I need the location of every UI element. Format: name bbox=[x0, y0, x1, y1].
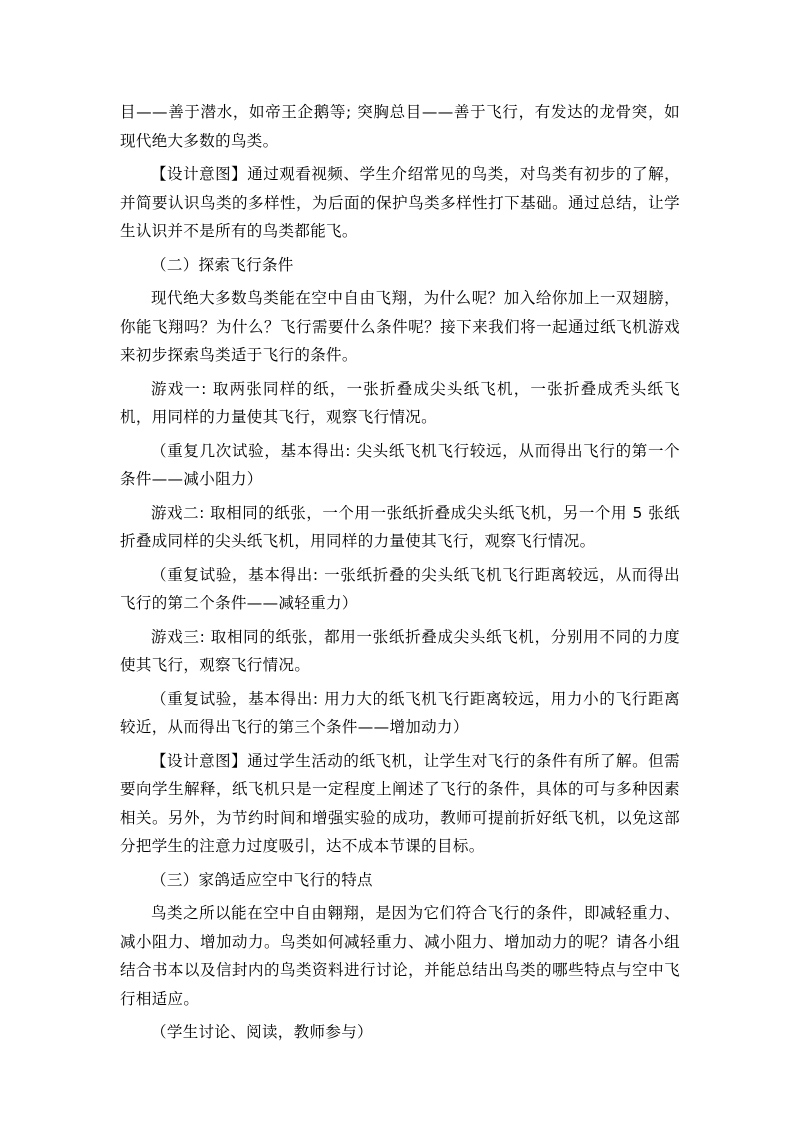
paragraph-student-activity: （学生讨论、阅读，教师参与） bbox=[151, 1023, 373, 1041]
paragraph-design-intent-1: 【设计意图】通过观看视频、学生介绍常见的鸟类，对鸟类有初步的了解，并简要认识鸟类的多样性，为后面的保护鸟类多样性打下基础。通过总结，让学生认识并不是所有的鸟类都能飞。 bbox=[120, 165, 680, 240]
paragraph-game-one: 游戏一: 取两张同样的纸，一张折叠成尖头纸飞机，一张折叠成秃头纸飞机，用同样的力量使其飞行，观察飞行情况。 bbox=[120, 379, 680, 426]
paragraph-game-two: 游戏二: 取相同的纸张，一个用一张纸折叠成尖头纸飞机，另一个用 5 张纸折叠成同样的尖头纸飞机，用同样的力量使其飞行，观察飞行情况。 bbox=[120, 503, 680, 550]
section-heading-pigeon-features: （三）家鸽适应空中飞行的特点 bbox=[151, 870, 373, 889]
paragraph-game-two-result: （重复试验，基本得出: 一张纸折叠的尖头纸飞机飞行距离较远，从而得出飞行的第二个条件——减轻重力） bbox=[120, 565, 680, 612]
section-heading-explore-flight: （二）探索飞行条件 bbox=[151, 255, 294, 274]
paragraph-game-three: 游戏三: 取相同的纸张，都用一张纸折叠成尖头纸飞机，分别用不同的力度使其飞行，观察飞行情况。 bbox=[120, 627, 680, 674]
paragraph-flight-question: 现代绝大多数鸟类能在空中自由飞翔，为什么呢？加入给你加上一双翅膀，你能飞翔吗？为什么？飞行需要什么条件呢？接下来我们将一起通过纸飞机游戏来初步探索鸟类适于飞行的条件。 bbox=[120, 289, 680, 364]
paragraph-pigeon-discussion: 鸟类之所以能在空中自由翱翔，是因为它们符合飞行的条件，即减轻重力、减小阻力、增加动力。鸟类如何减轻重力、减小阻力、增加动力的呢？请各小组结合书本以及信封内的鸟类资料进行讨论，并能总结出鸟类的哪些特点与空中飞行相适应。 bbox=[120, 904, 680, 1008]
paragraph-game-one-result: （重复几次试验，基本得出: 尖头纸飞机飞行较远，从而得出飞行的第一个条件——减小阻力） bbox=[120, 441, 680, 488]
document-page bbox=[120, 98, 680, 1052]
paragraph-bird-orders-continued: 目——善于潜水，如帝王企鹅等; 突胸总目——善于飞行，有发达的龙骨突，如现代绝大多数的鸟类。 bbox=[120, 103, 680, 150]
paragraph-game-three-result: （重复试验，基本得出: 用力大的纸飞机飞行距离较远，用力小的飞行距离较近，从而得出飞行的第三个条件——增加动力） bbox=[120, 689, 680, 736]
paragraph-design-intent-2: 【设计意图】通过学生活动的纸飞机，让学生对飞行的条件有所了解。但需要向学生解释，纸飞机只是一定程度上阐述了飞行的条件，具体的可与多种因素相关。另外，为节约时间和增强实验的成功，教师可提前折好纸飞机，以免这部分把学生的注意力过度吸引，达不成本节课的目标。 bbox=[120, 751, 680, 855]
